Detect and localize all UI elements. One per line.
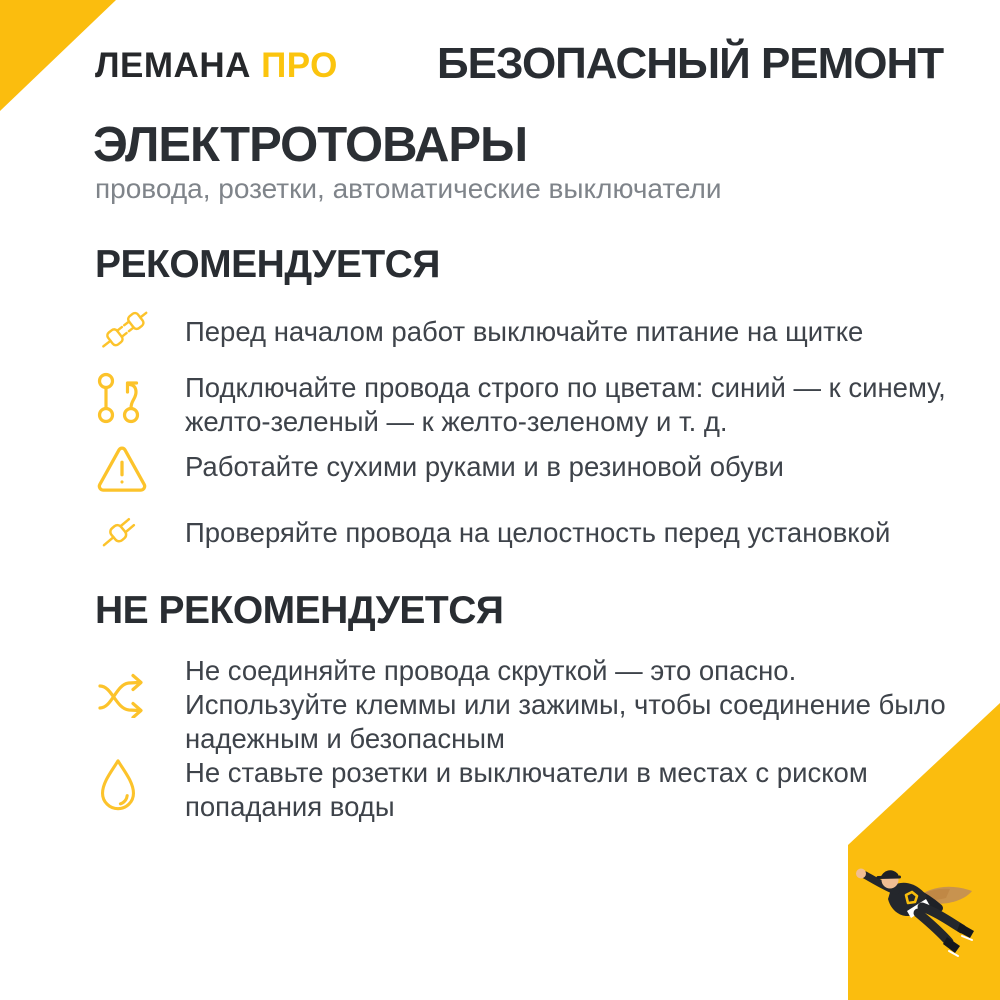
item-text: Перед началом работ выключайте питание на щитке [185, 316, 864, 347]
header-title: БЕЗОПАСНЫЙ РЕМОНТ [437, 39, 944, 88]
section-heading-recommended: РЕКОМЕНДУЕТСЯ [95, 243, 440, 286]
list-item [95, 303, 863, 359]
list-item [95, 441, 784, 493]
list-item [95, 500, 890, 558]
section-heading-not-recommended: НЕ РЕКОМЕНДУЕТСЯ [95, 589, 504, 632]
plug-icon [95, 500, 153, 558]
item-text: Работайте сухими руками и в резиновой обуви [185, 451, 784, 482]
color-coded-wires-icon [95, 369, 153, 439]
item-text: Не ставьте розетки и выключатели в местах с риском попадания воды [185, 757, 868, 822]
water-drop-icon [95, 748, 153, 824]
item-text: Не соединяйте провода скруткой — это опасно. Используйте клеммы или зажимы, чтобы соединение было надежным и безопасным [185, 655, 946, 754]
item-text: Проверяйте провода на целостность перед установкой [185, 517, 891, 548]
logo-accent-text: ПРО [261, 46, 338, 85]
page-title: ЭЛЕКТРОТОВАРЫ [93, 118, 528, 172]
logo-primary-text: ЛЕМАНА [95, 46, 251, 85]
superhero-illustration [850, 862, 988, 970]
unplugged-connectors-icon [95, 303, 153, 359]
warning-triangle-icon [95, 441, 153, 493]
list-item [95, 369, 946, 439]
page-subtitle: провода, розетки, автоматические выключатели [95, 173, 722, 204]
item-text: Подключайте провода строго по цветам: синий — к синему, желто-зеленый — к желто-зеленому и т. д. [185, 372, 946, 437]
list-item [95, 652, 946, 756]
lemana-pro-logo [95, 46, 338, 86]
twisted-wires-icon [95, 652, 153, 756]
list-item [95, 748, 868, 824]
